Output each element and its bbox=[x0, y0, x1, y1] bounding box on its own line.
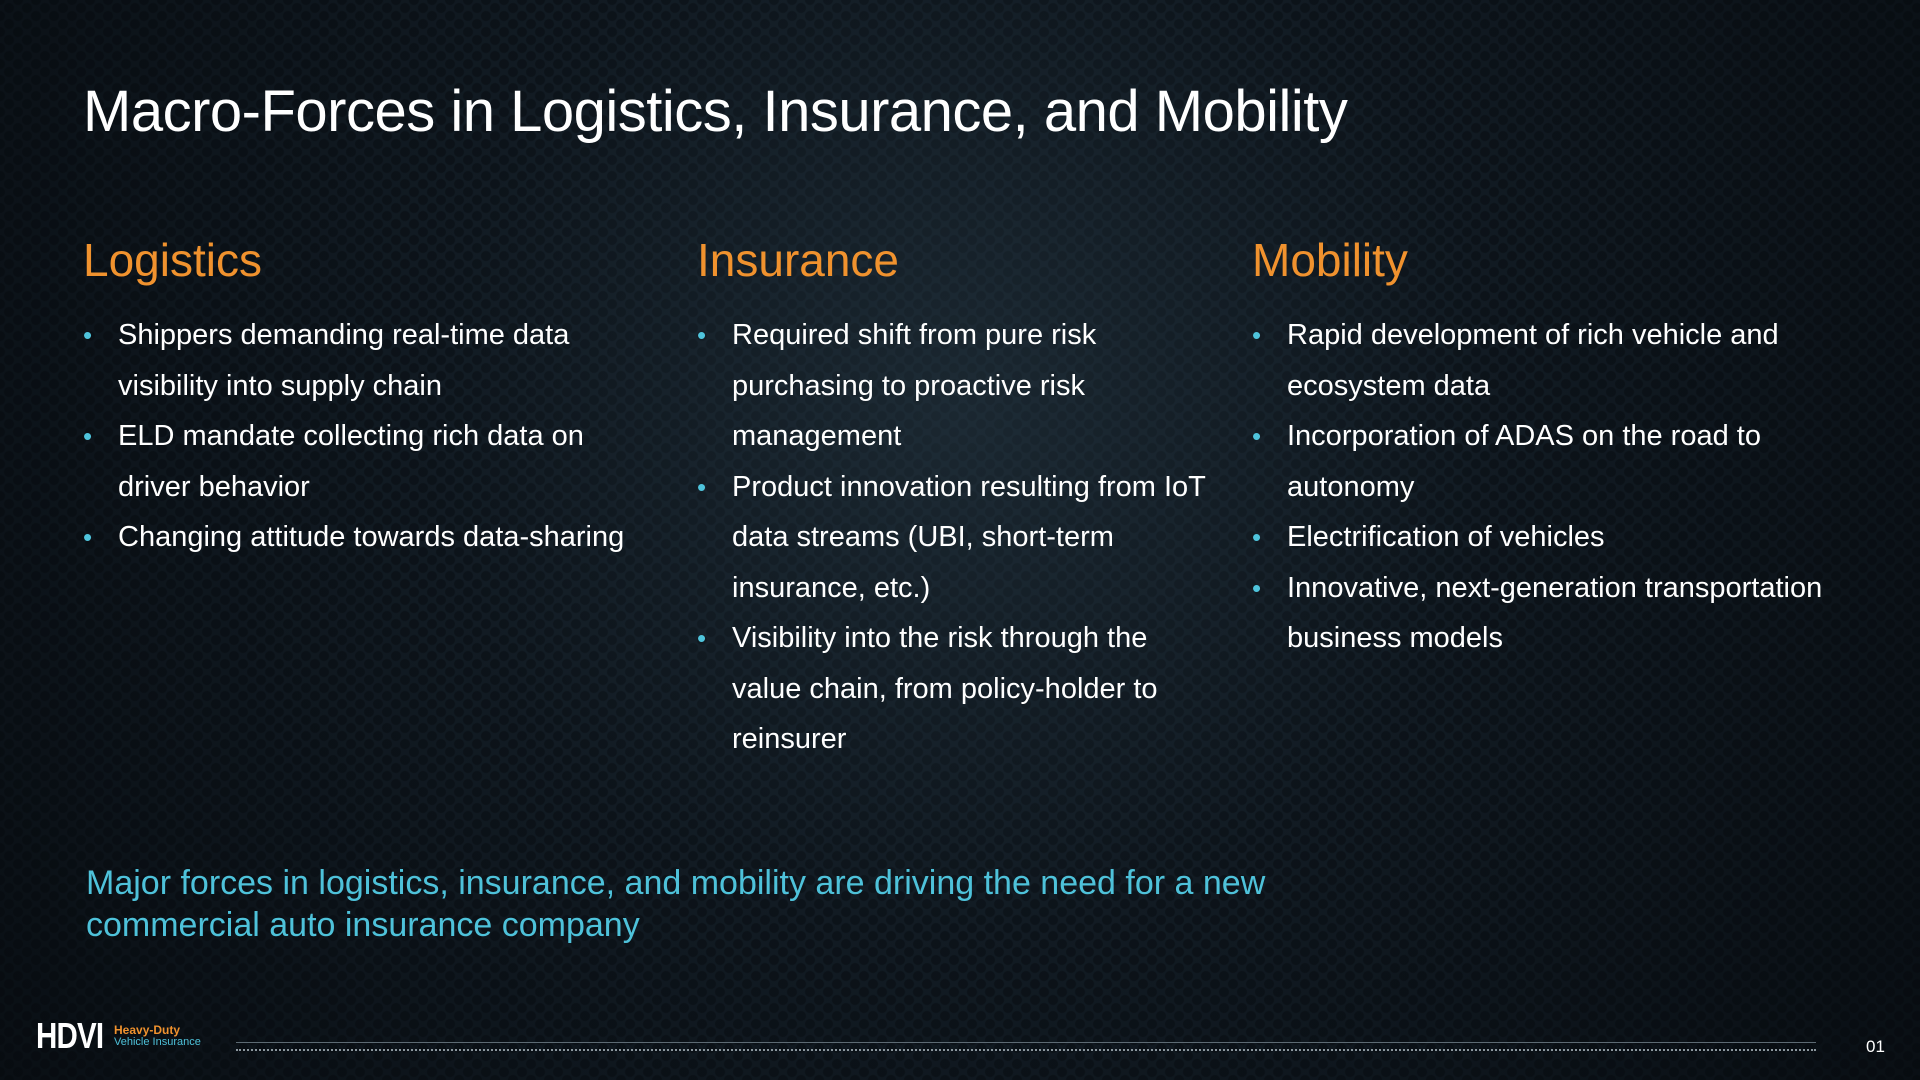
column-heading-logistics: Logistics bbox=[83, 234, 262, 286]
bullet-list-mobility bbox=[1252, 310, 1852, 664]
summary-statement: Major forces in logistics, insurance, and mobility are driving the need for a new commercial auto insurance company bbox=[86, 864, 1266, 944]
list-item bbox=[83, 310, 643, 411]
column-insurance bbox=[697, 232, 1217, 765]
bullet-icon: • bbox=[697, 471, 707, 502]
bullet-text: Product innovation resulting from IoT data streams (UBI, short-term insurance, etc.) bbox=[732, 470, 1206, 604]
bullet-icon: • bbox=[1252, 320, 1262, 350]
bullet-text: Visibility into the risk through the value chain, from policy-holder to reinsurer bbox=[732, 622, 1158, 755]
bullet-text: Changing attitude towards data-sharing bbox=[118, 521, 625, 553]
bullet-text: Innovative, next-generation transportation business models bbox=[1287, 571, 1823, 654]
list-item bbox=[697, 613, 1217, 765]
bullet-icon: • bbox=[1252, 522, 1262, 552]
bullet-text: Electrification of vehicles bbox=[1287, 521, 1605, 553]
hdvi-logo bbox=[36, 1016, 201, 1056]
footer-divider bbox=[236, 1042, 1816, 1051]
bullet-list-logistics bbox=[83, 310, 643, 563]
column-heading-insurance: Insurance bbox=[697, 234, 900, 286]
bullet-text: Rapid development of rich vehicle and ecosystem data bbox=[1287, 319, 1779, 402]
bullet-icon: • bbox=[1252, 421, 1262, 451]
list-item bbox=[697, 462, 1217, 614]
slide-title: Macro-Forces in Logistics, Insurance, and Mobility bbox=[83, 79, 1348, 144]
bullet-text: Shippers demanding real-time data visibility into supply chain bbox=[118, 319, 570, 402]
list-item bbox=[1252, 512, 1852, 563]
logo-tagline bbox=[114, 1024, 201, 1048]
logo-tagline-line2: Vehicle Insurance bbox=[114, 1036, 201, 1048]
column-heading-mobility: Mobility bbox=[1252, 234, 1408, 286]
column-mobility bbox=[1252, 232, 1852, 664]
list-item bbox=[697, 310, 1217, 462]
list-item bbox=[1252, 563, 1852, 664]
bullet-icon: • bbox=[697, 623, 707, 653]
bullet-icon: • bbox=[697, 320, 707, 350]
list-item bbox=[1252, 411, 1852, 512]
bullet-list-insurance bbox=[697, 310, 1217, 765]
bullet-icon: • bbox=[83, 320, 93, 350]
logo-tagline-line1: Heavy-Duty bbox=[114, 1023, 181, 1037]
bullet-icon: • bbox=[83, 522, 93, 552]
bullet-text: Incorporation of ADAS on the road to autonomy bbox=[1287, 420, 1761, 503]
bullet-text: ELD mandate collecting rich data on driver behavior bbox=[118, 420, 584, 503]
logo-wordmark: HDVI bbox=[36, 1015, 104, 1056]
page-number: 01 bbox=[1866, 1037, 1885, 1056]
bullet-icon: • bbox=[83, 421, 93, 451]
list-item bbox=[1252, 310, 1852, 411]
list-item bbox=[83, 411, 643, 512]
list-item bbox=[83, 512, 643, 563]
column-logistics bbox=[83, 232, 643, 563]
bullet-text: Required shift from pure risk purchasing to proactive risk management bbox=[732, 319, 1097, 452]
bullet-icon: • bbox=[1252, 572, 1262, 603]
